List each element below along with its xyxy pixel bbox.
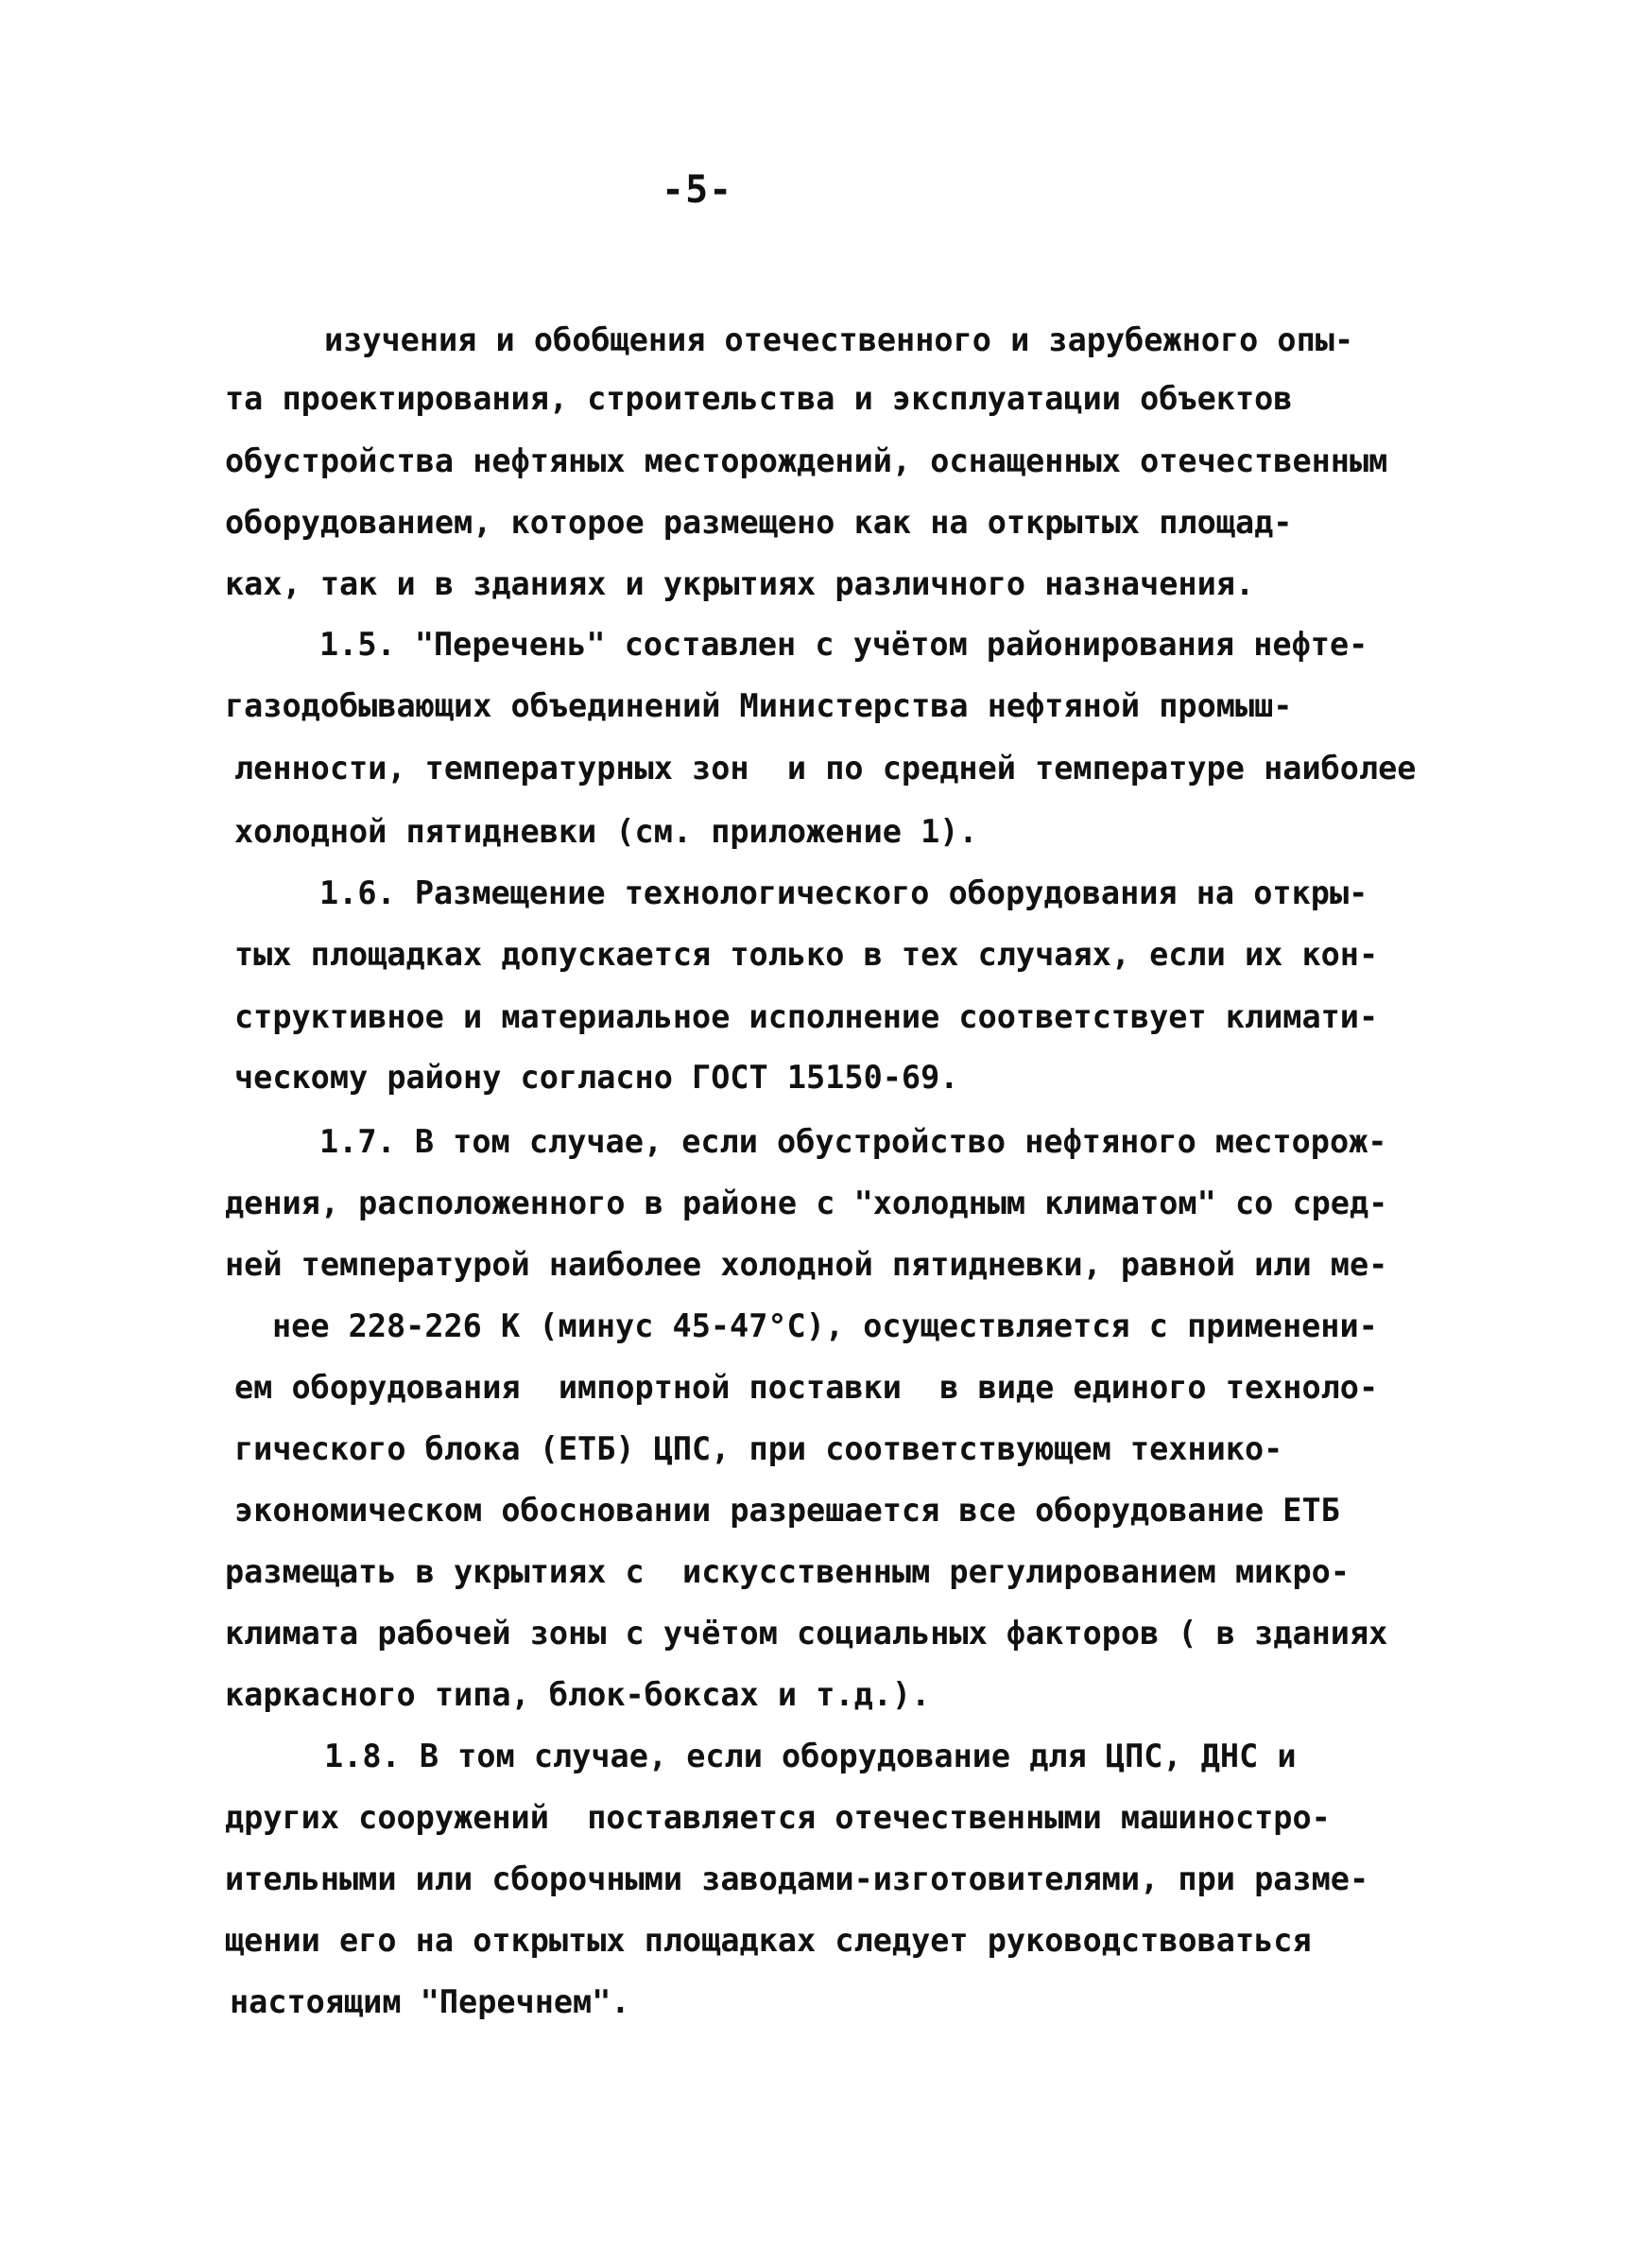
text-line: оборудованием, которое размещено как на открытых площад-	[225, 504, 1293, 541]
text-line: обустройства нефтяных месторождений, оснащенных отечественным	[225, 442, 1388, 479]
text-line: климата рабочей зоны с учётом социальных факторов ( в зданиях	[225, 1615, 1388, 1652]
text-line: ительными или сборочными заводами-изготовителями, при разме-	[225, 1860, 1369, 1897]
text-line: щении его на открытых площадках следует руководствоваться	[225, 1922, 1312, 1959]
text-line: гического блока (ЕТБ) ЦПС, при соответствующем технико-	[234, 1430, 1283, 1467]
text-line: размещать в укрытиях с искусственным регулированием микро-	[225, 1553, 1350, 1590]
paragraph-1-7-line: 1.7. В том случае, если обустройство нефтяного месторож-	[319, 1123, 1387, 1160]
text-line: ней температурой наиболее холодной пятидневки, равной или ме-	[225, 1246, 1388, 1283]
text-line: тых площадках допускается только в тех случаях, если их кон-	[234, 936, 1379, 973]
text-line: экономическом обосновании разрешается все оборудование ЕТБ	[234, 1492, 1340, 1529]
text-line: структивное и материальное исполнение соответствует климати-	[234, 998, 1379, 1035]
text-line: нее 228-226 К (минус 45-47°С), осуществляется с применени-	[272, 1307, 1378, 1344]
text-line: та проектирования, строительства и эксплуатации объектов	[225, 380, 1293, 417]
text-line: холодной пятидневки (см. приложение 1).	[234, 813, 978, 850]
text-line: других сооружений поставляется отечественными машиностро-	[225, 1799, 1331, 1836]
text-line: изучения и обобщения отечественного и зарубежного опы-	[324, 321, 1354, 358]
text-line: ках, так и в зданиях и укрытиях различного назначения.	[225, 565, 1255, 602]
text-line: ческому району согласно ГОСТ 15150-69.	[234, 1059, 959, 1096]
text-line: настоящим "Перечнем".	[230, 1983, 630, 2020]
text-line: ем оборудования импортной поставки в виде единого техноло-	[234, 1369, 1379, 1406]
text-line: газодобывающих объединений Министерства нефтяной промыш-	[225, 687, 1293, 724]
page-number: -5-	[662, 168, 733, 212]
paragraph-1-5-line: 1.5. "Перечень" составлен с учётом районирования нефте-	[319, 626, 1368, 663]
text-line: каркасного типа, блок-боксах и т.д.).	[225, 1676, 931, 1713]
text-line: ленности, температурных зон и по средней температуре наиболее	[234, 750, 1417, 787]
paragraph-1-8-line: 1.8. В том случае, если оборудование для ЦПС, ДНС и	[324, 1738, 1297, 1774]
text-line: дения, расположенного в районе с "холодным климатом" со сред-	[225, 1185, 1388, 1221]
paragraph-1-6-line: 1.6. Размещение технологического оборудования на откры-	[319, 874, 1368, 911]
